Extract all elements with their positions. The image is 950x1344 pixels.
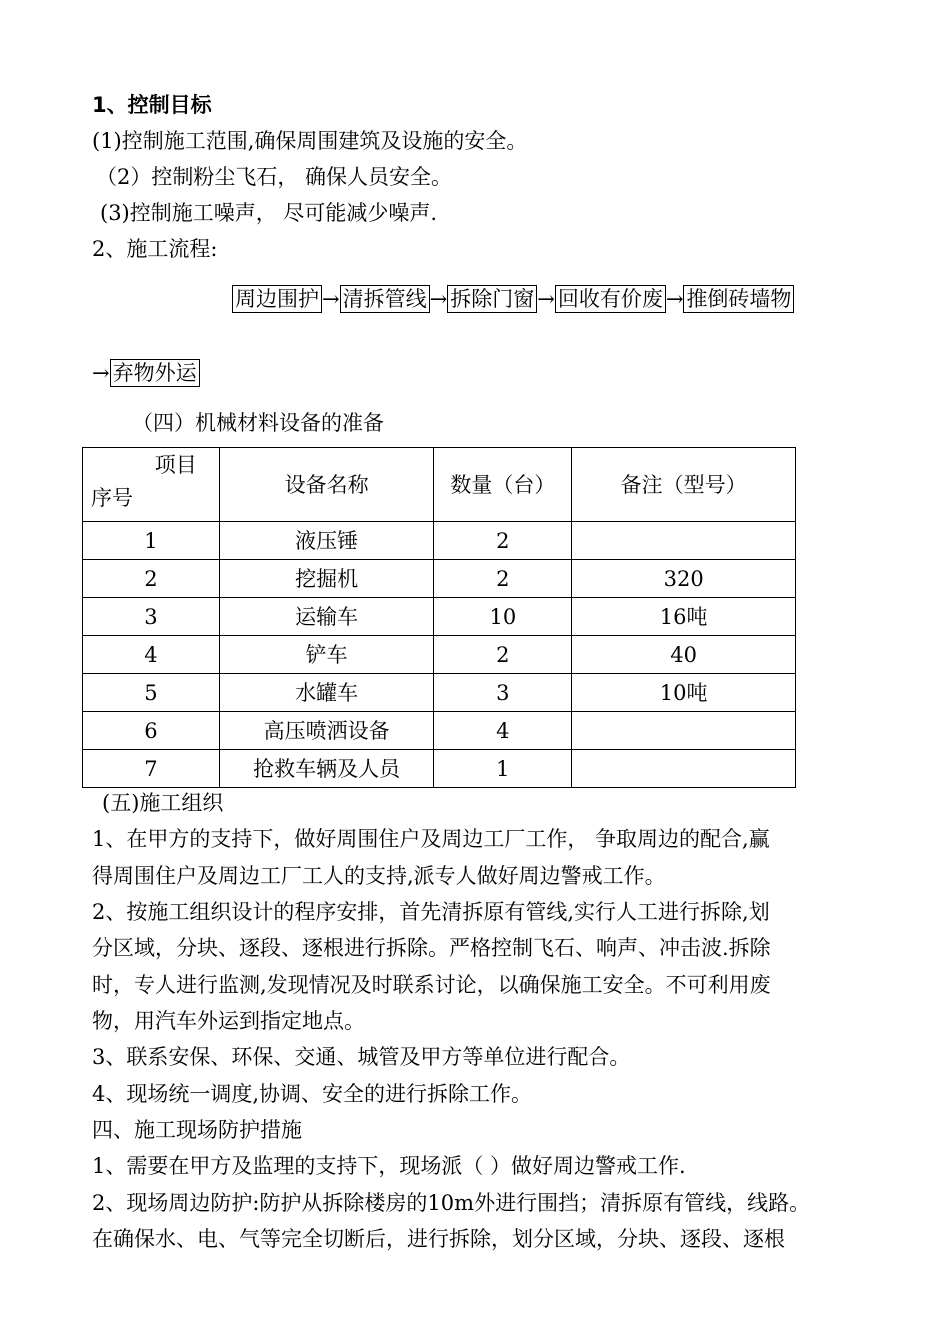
paragraph-line: 分区域，分块、逐段、逐根进行拆除。严格控制飞石、响声、冲击波.拆除 (92, 936, 771, 960)
cell-index: 1 (83, 522, 220, 560)
column-header-quantity: 数量（台） (434, 448, 572, 522)
cell-remark (572, 712, 796, 750)
paragraph-line: 时，专人进行监测,发现情况及时联系讨论，以确保施工安全。不可利用废 (92, 973, 771, 997)
table-row (83, 636, 796, 674)
flow-arrow-icon: → (665, 287, 684, 311)
section-heading-control-goals: 1、控制目标 (92, 93, 212, 117)
paragraph-line: 1、在甲方的支持下，做好周围住户及周边工厂工作， 争取周边的配合,赢 (92, 827, 770, 851)
cell-quantity: 3 (434, 674, 572, 712)
cell-index: 7 (83, 750, 220, 788)
flow-step-2: 清拆管线 (340, 285, 430, 313)
cell-quantity: 2 (434, 636, 572, 674)
cell-index: 3 (83, 598, 220, 636)
column-header-remark: 备注（型号） (572, 448, 796, 522)
cell-name: 高压喷洒设备 (219, 712, 434, 750)
goal-item-1: (1)控制施工范围,确保周围建筑及设施的安全。 (92, 129, 528, 153)
cell-index: 5 (83, 674, 220, 712)
cell-quantity: 4 (434, 712, 572, 750)
cell-remark: 16吨 (572, 598, 796, 636)
paragraph-line: 得周围住户及周边工厂工人的支持,派专人做好周边警戒工作。 (92, 864, 666, 888)
table-row (83, 560, 796, 598)
cell-index: 4 (83, 636, 220, 674)
goal-item-3: (3)控制施工噪声， 尽可能减少噪声. (100, 201, 438, 225)
table-header-row (83, 448, 796, 522)
table-row (83, 674, 796, 712)
cell-remark (572, 522, 796, 560)
flow-arrow-icon: → (322, 287, 340, 311)
paragraph-line: 3、联系安保、环保、交通、城管及甲方等单位进行配合。 (92, 1045, 631, 1069)
column-header-name: 设备名称 (219, 448, 434, 522)
process-flow-row-2 (92, 358, 200, 388)
cell-remark: 10吨 (572, 674, 796, 712)
paragraph-line: 在确保水、电、气等完全切断后，进行拆除，划分区域，分块、逐段、逐根 (92, 1227, 785, 1251)
flow-step-1: 周边围护 (232, 285, 322, 313)
cell-index: 2 (83, 560, 220, 598)
process-flow-row-1 (232, 284, 794, 314)
paragraph-line: 1、需要在甲方及监理的支持下，现场派（ ）做好周边警戒工作. (92, 1154, 686, 1178)
flow-step-5: 推倒砖墙物 (683, 285, 794, 313)
section-heading-process: 2、施工流程: (92, 237, 218, 261)
section-heading-protection: 四、施工现场防护措施 (92, 1118, 302, 1142)
paragraph-line: 2、现场周边防护:防护从拆除楼房的10m外进行围挡；清拆原有管线，线路。 (92, 1191, 811, 1215)
cell-name: 运输车 (219, 598, 434, 636)
goal-item-2: （2）控制粉尘飞石， 确保人员安全。 (96, 165, 453, 189)
corner-label-item: 项目 (154, 453, 197, 477)
cell-remark: 320 (572, 560, 796, 598)
paragraph-line: 物，用汽车外运到指定地点。 (92, 1009, 365, 1033)
cell-name: 挖掘机 (219, 560, 434, 598)
cell-remark (572, 750, 796, 788)
cell-quantity: 2 (434, 560, 572, 598)
corner-label-index: 序号 (91, 486, 133, 510)
section-heading-organization: (五)施工组织 (102, 791, 224, 815)
flow-step-6: 弃物外运 (110, 359, 200, 387)
cell-index: 6 (83, 712, 220, 750)
cell-quantity: 10 (434, 598, 572, 636)
cell-name: 水罐车 (219, 674, 434, 712)
table-row (83, 712, 796, 750)
cell-quantity: 1 (434, 750, 572, 788)
paragraph-line: 2、按施工组织设计的程序安排，首先清拆原有管线,实行人工进行拆除,划 (92, 900, 770, 924)
cell-quantity: 2 (434, 522, 572, 560)
table-corner-cell (83, 448, 220, 522)
flow-arrow-icon: → (429, 287, 448, 311)
cell-name: 液压锤 (219, 522, 434, 560)
section-heading-equipment: （四）机械材料设备的准备 (132, 411, 384, 435)
flow-arrow-icon: → (92, 361, 110, 385)
table-row (83, 750, 796, 788)
flow-step-3: 拆除门窗 (447, 285, 537, 313)
paragraph-line: 4、现场统一调度,协调、安全的进行拆除工作。 (92, 1082, 533, 1106)
cell-name: 铲车 (219, 636, 434, 674)
cell-name: 抢救车辆及人员 (219, 750, 434, 788)
cell-remark: 40 (572, 636, 796, 674)
equipment-table (82, 447, 796, 788)
flow-step-4: 回收有价废 (555, 285, 666, 313)
flow-arrow-icon: → (537, 287, 555, 311)
table-row (83, 522, 796, 560)
table-row (83, 598, 796, 636)
